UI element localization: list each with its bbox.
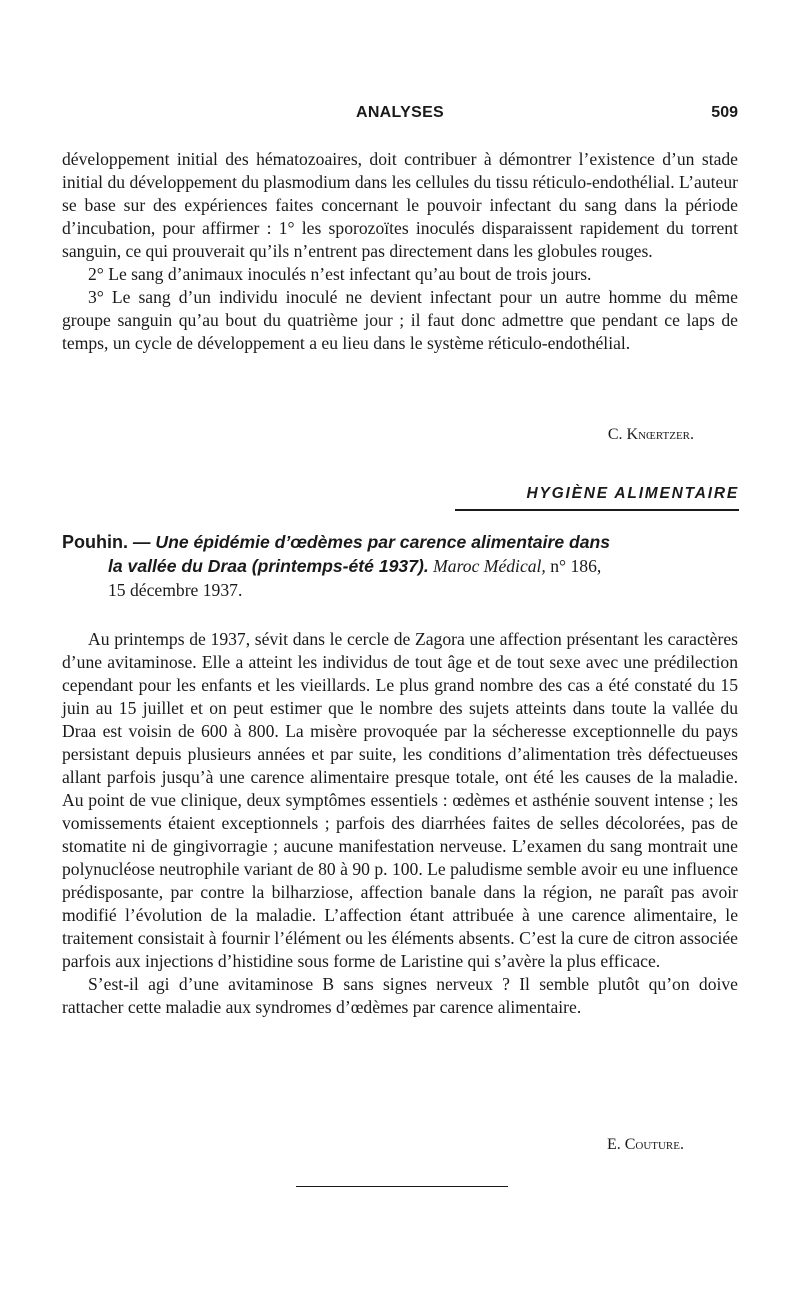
second-article-paragraph-2: S’est-il agi d’une avitaminose B sans signes nerveux ? Il semble plutôt qu’on doive rattacher cette maladie aux syndromes d’œdèmes par carence alimentaire.	[62, 974, 738, 1017]
article-reference	[62, 530, 738, 602]
reference-dash: —	[128, 532, 156, 552]
second-article-body	[62, 628, 738, 1019]
reference-line-1	[62, 530, 738, 554]
second-article-paragraph-1: Au printemps de 1937, sévit dans le cercle de Zagora une affection présentant les caractères d’une avitaminose. Elle a atteint les individus de tout âge et de tout sexe avec une prédilection cependant pour les enfants et les vieillards. Le plus grand nombre des cas a été constaté du 15 juin au 15 juillet et on peut estimer que le nombre des sujets atteints dans toute la vallée du Draa est voisin de 600 à 800. La misère provoquée par la sécheresse exceptionnelle du pays persistant depuis plusieurs années et par suite, les conditions d’alimentation très défectueuses allant parfois jusqu’à une carence alimentaire presque totale, ont été les causes de la maladie. Au point de vue clinique, deux symptômes essentiels : œdèmes et asthénie souvent intense ; les vomissements étaient exceptionnels ; parfois des diarrhées faites de selles décolorées, pas de stomatite ni de gingivorragie ; aucune manifestation nerveuse. L’examen du sang montrait une polynucléose neutrophile variant de 80 à 90 p. 100. Le paludisme semble avoir eu une influence prédisposante, par contre la bilharziose, affection banale dans la région, ne paraît pas avoir modifié l’évolution de la maladie. L’affection étant attribuée à une carence alimentaire, le traitement consistait à fournir l’élément ou les éléments absents. C’est la cure de citron associée parfois aux injections d’histidine sous forme de Laristine qui s’avère la plus efficace.	[62, 629, 738, 971]
first-article-paragraph-1: développement initial des hématozoaires, doit contribuer à démontrer l’existence d’un stade initial du développement du plasmodium dans les cellules du tissu réticulo-endothélial. L’auteur se base sur des expériences faites concernant le pouvoir infectant du sang dans la période d’incubation, pour affirmer : 1° les sporozoïtes inoculés disparaissent rapidement du torrent sanguin, ce qui prouverait qu’ils n’entrent pas directement dans les globules rouges.	[62, 149, 738, 261]
running-header-title: ANALYSES	[355, 104, 445, 121]
reference-title-line-1: Une épidémie d’œdèmes par carence alimentaire dans	[155, 532, 611, 552]
reference-journal: Maroc Médical,	[433, 556, 546, 576]
first-article-paragraph-2: 2° Le sang d’animaux inoculés n’est infectant qu’au bout de trois jours.	[88, 264, 592, 284]
reference-issue: n° 186,	[545, 556, 602, 576]
first-article-paragraph-3: 3° Le sang d’un individu inoculé ne devient infectant pour un autre homme du même groupe sanguin qu’au bout du quatrième jour ; il faut donc admettre que pendant ce laps de temps, un cycle de développement a eu lieu dans le système réticulo-endothélial.	[62, 287, 738, 353]
page-number: 509	[711, 104, 738, 121]
second-article-signature: E. Couture.	[606, 1136, 684, 1153]
end-rule	[296, 1186, 508, 1187]
reference-date: 15 décembre 1937.	[108, 580, 243, 600]
first-article-body	[62, 148, 738, 355]
reference-author: Pouhin.	[62, 532, 128, 552]
reference-title-line-2: la vallée du Draa (printemps-été 1937).	[108, 556, 429, 576]
section-heading: HYGIÈNE ALIMENTAIRE	[455, 483, 739, 511]
running-header	[62, 104, 738, 128]
reference-line-2	[62, 554, 738, 578]
first-article-signature: C. Knœrtzer.	[607, 426, 694, 443]
